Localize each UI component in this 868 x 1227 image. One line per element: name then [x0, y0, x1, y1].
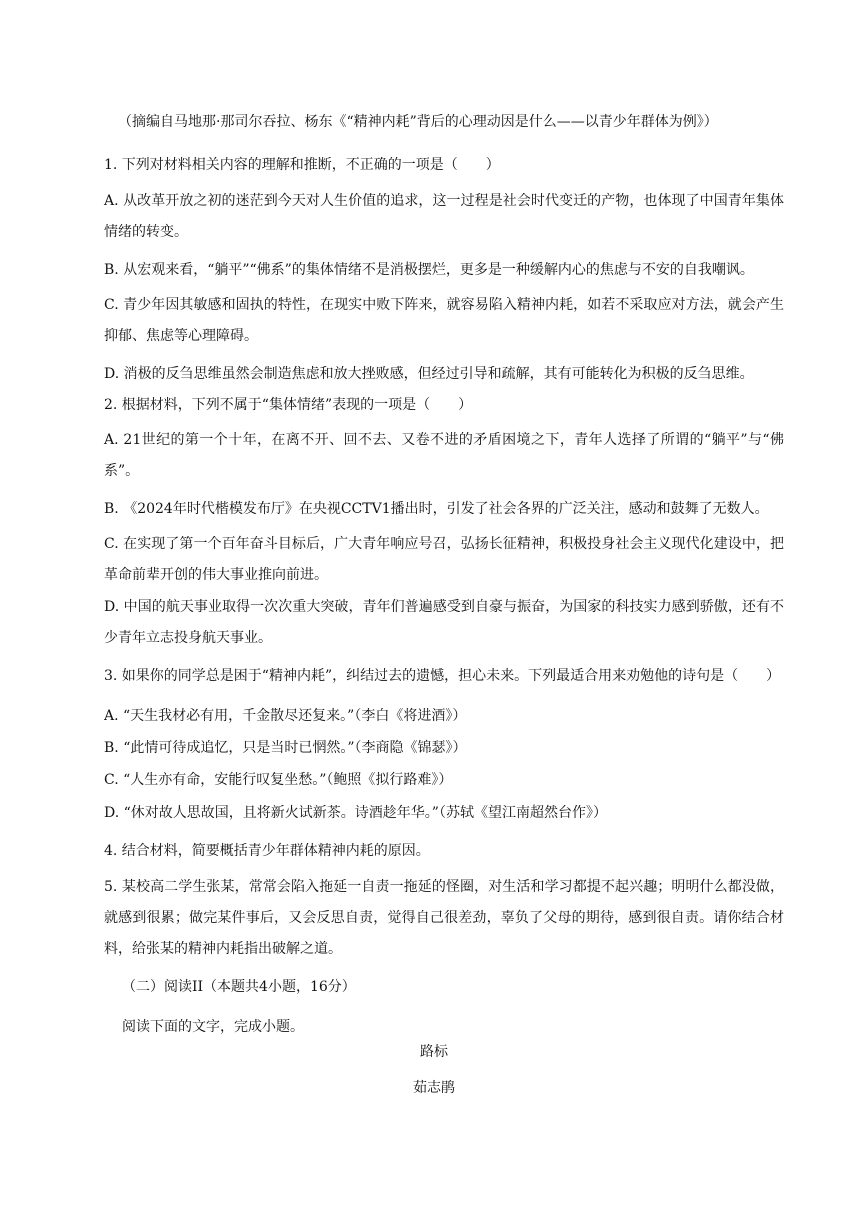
question-2-option-a: A. 21世纪的第一个十年，在离不开、回不去、又卷不进的矛盾困境之下，青年人选择了所谓的“躺平”与“佛系”。: [104, 432, 784, 479]
question-5-stem: 5. 某校高二学生张某，常常会陷入拖延一自责一拖延的怪圈，对生活和学习都提不起兴趣；明明什么都没做，就感到很累；做完某件事后，又会反思自责，觉得自己很差劲，辜负了父母的期待，感到很自责。请你结合材料，给张某的精神内耗指出破解之道。: [104, 879, 784, 957]
question-2-option-d: D. 中国的航天事业取得一次次重大突破，青年们普遍感受到自豪与振奋，为国家的科技实力感到骄傲，还有不少青年立志投身航天事业。: [104, 599, 784, 646]
article-author: 茹志鹃: [413, 1080, 455, 1096]
question-3-option-a: A. “天生我材必有用，千金散尽还复来。”（李白《将进酒》）: [104, 708, 467, 724]
article-title: 路标: [420, 1044, 448, 1060]
source-citation: （摘编自马地那·那司尔吞拉、杨东《“精神内耗”背后的心理动因是什么——以青少年群体为例》）: [118, 114, 718, 130]
question-1-option-c: C. 青少年因其敏感和固执的特性，在现实中败下阵来，就容易陷入精神内耗，如若不采取应对方法，就会产生抑郁、焦虑等心理障碍。: [104, 297, 784, 344]
question-2-option-b: B. 《2024年时代楷模发布厅》在央视CCTV1播出时，引发了社会各界的广泛关注，感动和鼓舞了无数人。: [104, 501, 769, 517]
question-2-option-c: C. 在实现了第一个百年奋斗目标后，广大青年响应号召，弘扬长征精神，积极投身社会主义现代化建设中，把革命前辈开创的伟大事业推向前进。: [104, 536, 784, 583]
question-2-stem: 2. 根据材料，下列不属于“集体情绪”表现的一项是（ ）: [104, 397, 473, 413]
reading-instruction: 阅读下面的文字，完成小题。: [122, 1019, 304, 1035]
question-1-option-b: B. 从宏观来看，“躺平”“佛系”的集体情绪不是消极摆烂，更多是一种缓解内心的焦虑与不安的自我嘲讽。: [104, 262, 754, 278]
question-1-option-a: A. 从改革开放之初的迷茫到今天对人生价值的追求，这一过程是社会时代变迁的产物，也体现了中国青年集体情绪的转变。: [104, 193, 784, 240]
question-1-option-d: D. 消极的反刍思维虽然会制造焦虑和放大挫败感，但经过引导和疏解，其有可能转化为积极的反刍思维。: [104, 366, 754, 382]
question-1-stem: 1. 下列对材料相关内容的理解和推断，不正确的一项是（ ）: [104, 157, 500, 173]
question-4-stem: 4. 结合材料，简要概括青少年群体精神内耗的原因。: [104, 843, 430, 859]
question-3-option-d: D. “休对故人思故国，且将新火试新茶。诗酒趁年华。”（苏轼《望江南超然台作》）: [104, 805, 607, 821]
section-heading: （二）阅读II（本题共4小题，16分）: [122, 979, 356, 995]
question-3-stem: 3. 如果你的同学总是困于“精神内耗”，纠结过去的遗憾，担心未来。下列最适合用来劝勉他的诗句是（ ）: [104, 668, 781, 684]
question-3-option-c: C. “人生亦有命，安能行叹复坐愁。”（鲍照《拟行路难》）: [104, 772, 453, 788]
question-3-option-b: B. “此情可待成追忆，只是当时已惘然。”（李商隐《锦瑟》）: [104, 740, 467, 756]
